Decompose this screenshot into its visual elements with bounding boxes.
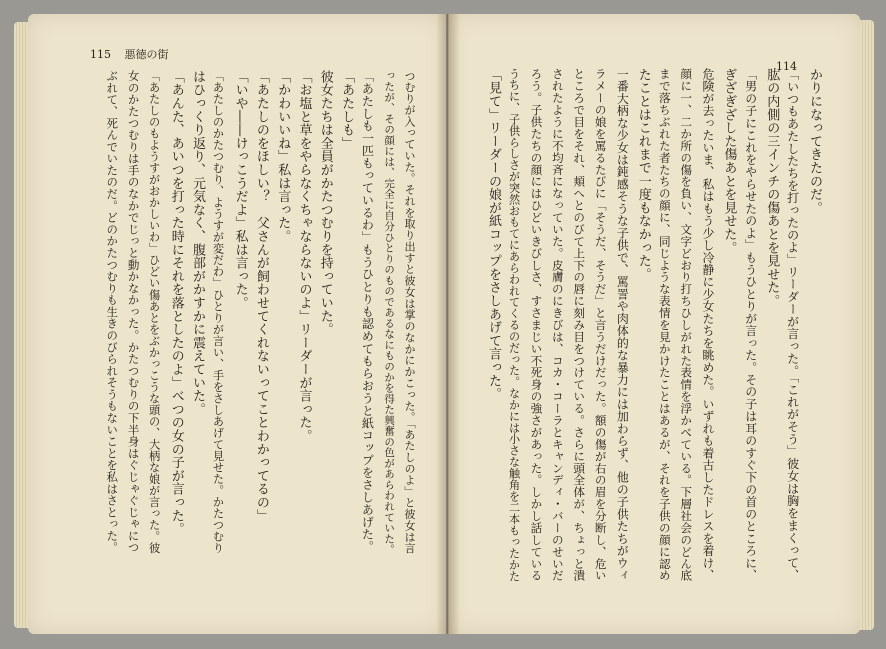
text-line: 彼女たちは全員がかたつむりを持っていた。: [317, 70, 333, 336]
text-line: 「男の子にこれをやらせたのよ」もうひとりが言った。その子は耳のすぐ下の首のところに、: [743, 68, 758, 582]
text-line: 「かわいいね」私は言った。: [275, 70, 291, 243]
book-gutter: [436, 14, 460, 634]
text-line: 「あたしも」: [339, 70, 355, 150]
text-line: ろう。子供たちの顔にはひどいきびしさ、すさまじい不死身の強さがあった。しかし話している: [529, 68, 544, 582]
left-page-number: 115: [90, 48, 111, 61]
text-line: まで落ちぶれた者たちの顔に、同じような表情を見かけたことはあるが、それを子供の顔に認め: [657, 68, 672, 582]
text-line: ったが、その顔には、完全に自分ひとりのものであるなにものかを得た興奮の色があらわれていた。: [382, 70, 395, 555]
text-line: うちに、子供らしさが突然おもてにあらわれてくるのだった。なかには小さな触角を二本もったかた: [507, 68, 521, 582]
text-line: 「あたしのもようすがおかしいわ」ひどい傷あとをぶかっこうな頭の、大柄な娘が言った。彼: [147, 70, 161, 554]
text-line: 肱の内側の三インチの傷あとを見せた。: [764, 68, 780, 308]
text-line: 「いや――けっこうだよ」私は言った。: [232, 70, 248, 310]
text-line: 「あたしも一匹もっているわ」もうひとりも認めてもらおうと紙コップをさしあげた。: [360, 70, 375, 553]
text-line: ところで目をそれ、頬へとのびて上下の唇に刻み目をつけている。さらに頭全体が、ちょっと潰: [572, 68, 587, 582]
text-line: 「あたしのをほしい？ 父さんが飼わせてくれないってことわかってるの」: [253, 70, 269, 523]
left-running-header: [90, 46, 169, 62]
text-line: つむりが入っていた。それを取り出すと彼女は掌のなかにかこった。「あたしのよ」と彼女は言: [403, 70, 417, 554]
text-line: 「あたしのかたつむり、ようすが変だわ」ひとりが言い、手をさしあげて見せた。かたつむり: [211, 70, 225, 554]
text-line: はひっくり返り、元気なく、腹部がかすかに震えていた。: [190, 70, 205, 416]
text-line: 「いつもあたしたちを打ったのよ」リーダーが言った。「これがそう」彼女は胸をまくって、: [785, 68, 800, 582]
text-line: 「あんた、あいつを打った時にそれを落としたのよ」べつの女の子が言った。: [168, 70, 184, 536]
text-line: されたように不均斉になっていた。皮膚のにきびは、コカ・コーラとキャンディ・バーのせいだ: [550, 68, 565, 582]
text-line: たことはこれまで一度もなかった。: [635, 68, 651, 281]
running-title: 悪徳の街: [124, 48, 169, 61]
text-line: かりになってきたのだ。: [807, 68, 822, 215]
text-line: 「お塩と草をやらなくちゃならないのよ」リーダーが言った。: [296, 70, 312, 443]
text-line: ぎざぎざした傷あとを見せた。: [721, 68, 737, 255]
text-line: ラメーの娘を罵るたびに「そうだ、そうだ」と言うだけだった。額の傷が右の眉を分断し、危い: [593, 68, 608, 582]
text-line: 女のかたつむりは手のなかでじっと動かなかった。かたつむりの下半身はぐじゃぐじゃにつ: [126, 70, 141, 554]
text-line: 「見て」リーダーの娘が紙コップをさしあげて言った。: [486, 68, 501, 401]
right-page-number: 114: [776, 60, 797, 73]
text-line: ぶれて、死んでいたのだ。どのかたつむりも生きのびられそうもないことを私はさとった。: [105, 70, 120, 554]
text-line: 顔に一、二か所の傷を負い、文字どおり打ちひしがれた表情を浮かべている。下層社会のどん底: [679, 68, 694, 582]
text-line: 一番大柄な少女は鈍感そうな子供で、罵詈や肉体的な暴力には加わらず、他の子供たちがウィ: [615, 68, 630, 582]
text-line: 危険が去ったいま、私はもう少し冷静に少女たちを眺めた。いずれも着古したドレスを着け、: [700, 68, 715, 582]
